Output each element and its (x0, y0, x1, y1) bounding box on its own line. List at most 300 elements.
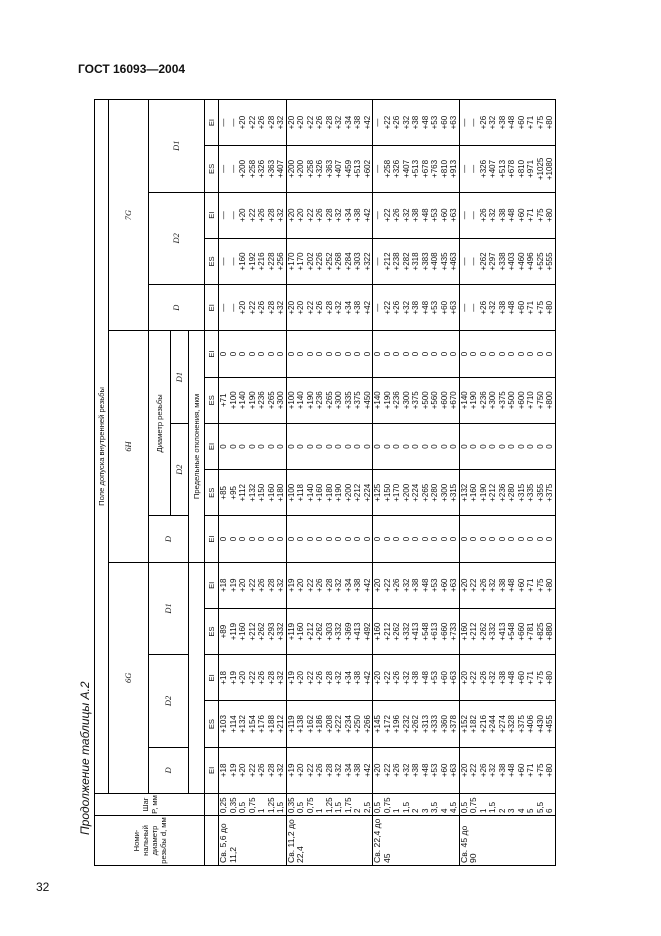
deviation-value: +26 (392, 115, 401, 130)
deviation-value: +212 (382, 622, 392, 641)
deviation-value: 0 (439, 444, 449, 449)
deviation-value: 0 (286, 536, 296, 542)
deviation-value: +258 (305, 159, 315, 178)
deviation-value: +42 (362, 763, 372, 778)
deviation-value: 0 (228, 351, 238, 357)
deviation-cell (286, 562, 373, 608)
ei-label: EI (205, 423, 219, 469)
deviation-value: +176 (257, 715, 266, 734)
deviation-value: +20 (238, 671, 247, 685)
pitch-value: 5 (526, 808, 535, 813)
deviation-value: +38 (353, 671, 362, 685)
deviation-value: +48 (420, 578, 430, 593)
deviation-value: +252 (324, 252, 334, 271)
pitch-value: 0,5 (373, 801, 382, 813)
deviation-value: +38 (497, 763, 507, 778)
deviation-value: +262 (478, 622, 488, 641)
table-body (219, 99, 556, 865)
deviation-value: +303 (324, 622, 334, 641)
pitch-value: 0,75 (247, 797, 257, 813)
deviation-value: +80 (545, 300, 554, 315)
deviation-value: +63 (449, 578, 458, 593)
deviation-value: 0 (362, 444, 372, 449)
deviation-value: +525 (535, 252, 545, 271)
deviation-value: +182 (469, 715, 478, 734)
deviation-value: +335 (343, 391, 353, 410)
deviation-cell (286, 377, 373, 423)
deviation-value: +19 (286, 671, 296, 685)
deviation-value: +48 (420, 763, 430, 778)
deviation-value: — (228, 118, 238, 127)
deviation-value: +28 (324, 671, 334, 685)
deviation-value: +172 (382, 715, 392, 734)
deviation-value: 0 (373, 444, 382, 449)
deviation-value: 0 (420, 536, 430, 542)
deviation-value: +300 (401, 391, 411, 410)
deviation-value: +100 (286, 391, 296, 410)
deviation-value: +38 (497, 300, 507, 315)
deviation-value: +460 (516, 252, 526, 271)
deviation-value: +20 (286, 115, 296, 130)
deviation-cell (219, 331, 287, 377)
deviation-value: 0 (296, 444, 305, 449)
deviation-value: +140 (305, 483, 315, 502)
deviation-value: +38 (353, 763, 362, 778)
deviation-cell (373, 562, 460, 608)
ei-label: EI (205, 516, 219, 562)
deviation-value: +145 (373, 715, 382, 734)
deviation-value: +300 (276, 391, 285, 410)
pitch-value: 1,5 (488, 801, 497, 813)
deviation-value: 0 (488, 536, 497, 542)
deviation-value: +48 (507, 300, 516, 315)
deviation-value: +222 (334, 715, 343, 734)
deviation-value: +435 (439, 252, 449, 271)
deviation-value: +26 (478, 300, 488, 315)
deviation-value: — (459, 118, 469, 127)
deviation-value: 0 (469, 444, 478, 449)
deviation-cell (373, 747, 460, 793)
deviation-value: +212 (276, 715, 285, 734)
deviation-value: 0 (411, 536, 420, 542)
deviation-value: 0 (459, 536, 469, 542)
deviation-value: — (459, 211, 469, 220)
deviation-cell (459, 99, 555, 145)
deviation-value: +48 (420, 115, 430, 130)
deviation-value: +71 (526, 578, 535, 593)
deviation-value: +32 (401, 300, 411, 315)
deviation-cell (219, 192, 287, 238)
deviation-value: +224 (362, 483, 372, 502)
deviation-value: +332 (334, 622, 343, 641)
deviation-value: 0 (411, 351, 420, 357)
deviation-value: +71 (526, 300, 535, 315)
deviation-value: +42 (362, 671, 372, 685)
deviation-value: +810 (439, 159, 449, 178)
deviation-value: +22 (382, 300, 392, 315)
deviation-cell (219, 146, 287, 192)
pitch-list (459, 794, 555, 816)
deviation-value: +38 (497, 208, 507, 222)
deviation-value: +60 (439, 300, 449, 315)
deviation-value: +26 (257, 115, 266, 130)
deviation-value: +19 (286, 578, 296, 593)
deviation-value: +75 (535, 671, 545, 685)
deviation-value: 0 (420, 444, 430, 449)
deviation-value: +825 (535, 622, 545, 641)
deviation-value: +375 (497, 391, 507, 410)
deviation-value: +378 (449, 715, 458, 734)
ei-label: EI (205, 747, 219, 793)
deviation-value: +20 (459, 671, 469, 685)
deviation-value: +22 (382, 115, 392, 130)
deviation-value: +232 (401, 715, 411, 734)
deviation-value: +19 (228, 578, 238, 593)
deviation-cell (373, 701, 460, 747)
class-7g: 7G (109, 99, 149, 331)
deviation-value: +430 (535, 715, 545, 734)
deviation-value: +228 (266, 252, 276, 271)
deviation-value: +22 (469, 671, 478, 685)
deviation-value: +140 (296, 391, 305, 410)
deviation-value: +38 (353, 578, 362, 593)
diameter-range-label: Св. 22,4 до 45 (373, 816, 460, 866)
deviation-value: +100 (228, 391, 238, 410)
deviation-value: +212 (469, 622, 478, 641)
deviation-value: +34 (343, 763, 353, 778)
deviation-cell (286, 192, 373, 238)
deviation-value: +190 (469, 391, 478, 410)
deviation-cell (459, 747, 555, 793)
deviation-value: +280 (430, 483, 439, 502)
deviation-value: +750 (535, 391, 545, 410)
deviation-value: +244 (488, 715, 497, 734)
deviation-value: 0 (469, 536, 478, 542)
deviation-value: +20 (238, 578, 247, 593)
table-row-group (459, 99, 555, 865)
deviation-value: +20 (296, 300, 305, 315)
deviation-value: +238 (392, 252, 401, 271)
deviation-value: +913 (449, 159, 458, 178)
deviation-value: +20 (286, 208, 296, 222)
deviation-value: +200 (238, 159, 247, 178)
deviation-cell (219, 238, 287, 284)
deviation-value: 0 (535, 536, 545, 542)
deviation-value: +63 (449, 671, 458, 685)
pitch-value: 0,35 (286, 797, 296, 813)
deviation-value: 0 (526, 536, 535, 542)
deviation-value: +22 (305, 300, 315, 315)
field-title: Поле допуска внутренней резьбы (95, 99, 109, 793)
deviation-value: +32 (488, 115, 497, 130)
deviation-value: 0 (228, 536, 238, 542)
deviation-value: +63 (449, 763, 458, 778)
deviation-value: 0 (353, 444, 362, 449)
deviation-value: +326 (315, 159, 324, 178)
ei-label: EI (205, 99, 219, 145)
deviation-cell (459, 423, 555, 469)
deviation-value: — (459, 164, 469, 173)
ei-label: EI (205, 655, 219, 701)
deviation-value: +60 (439, 671, 449, 685)
deviation-value: +613 (430, 622, 439, 641)
deviation-value: +28 (266, 763, 276, 778)
deviation-cell (459, 285, 555, 331)
deviation-value: +89 (219, 624, 228, 639)
deviation-value: +132 (247, 483, 257, 502)
deviation-value: +32 (276, 578, 285, 593)
deviation-value: 0 (315, 536, 324, 542)
d1-6h: D1 (171, 331, 189, 424)
deviation-value: +284 (343, 252, 353, 271)
deviation-value: +26 (478, 208, 488, 222)
deviation-value: +32 (401, 671, 411, 685)
deviation-value: +42 (362, 115, 372, 130)
deviation-cell (219, 516, 287, 562)
table-row-group (373, 99, 460, 865)
deviation-value: +781 (526, 622, 535, 641)
deviation-value: 0 (257, 444, 266, 449)
deviation-value: +250 (353, 715, 362, 734)
deviation-value: +32 (401, 763, 411, 778)
deviation-value: — (373, 257, 382, 266)
deviation-cell (286, 146, 373, 192)
deviation-value: +338 (497, 252, 507, 271)
deviation-cell (459, 701, 555, 747)
deviation-value: — (373, 211, 382, 220)
deviation-value: +200 (343, 483, 353, 502)
deviation-value: 0 (373, 351, 382, 357)
deviation-value: +333 (430, 715, 439, 734)
deviation-value: 0 (238, 536, 247, 542)
deviation-value: +326 (257, 159, 266, 178)
ei-label: EI (205, 192, 219, 238)
deviation-cell (286, 608, 373, 654)
deviation-value: +22 (382, 763, 392, 778)
deviation-value: +38 (497, 671, 507, 685)
deviation-cell (459, 608, 555, 654)
deviation-cell (286, 701, 373, 747)
deviation-value: +32 (276, 671, 285, 685)
deviation-value: 0 (324, 351, 334, 357)
pitch-value: 3,5 (430, 801, 439, 813)
deviation-value: 0 (373, 536, 382, 542)
deviation-value: — (219, 303, 228, 312)
deviation-value: +48 (507, 671, 516, 685)
deviation-value: +22 (382, 578, 392, 593)
deviation-value: +160 (469, 483, 478, 502)
deviation-cell (373, 423, 460, 469)
deviation-cell (373, 99, 460, 145)
deviation-value: +262 (478, 252, 488, 271)
diameter-range-label: Св. 11,2 до 22,4 (286, 816, 373, 866)
deviation-value: +262 (411, 715, 420, 734)
deviation-value: +200 (401, 483, 411, 502)
deviation-value: 0 (401, 444, 411, 449)
deviation-value: — (469, 257, 478, 266)
deviation-value: +212 (488, 483, 497, 502)
deviation-value: +660 (516, 622, 526, 641)
deviation-value: 0 (247, 536, 257, 542)
deviation-value: +459 (343, 159, 353, 178)
deviation-value: +363 (266, 159, 276, 178)
deviation-value: +375 (516, 715, 526, 734)
deviation-value: +22 (305, 578, 315, 593)
deviation-value: +38 (411, 208, 420, 222)
deviation-value: 0 (507, 536, 516, 542)
deviation-value: +154 (247, 715, 257, 734)
deviation-value: +500 (420, 391, 430, 410)
deviation-cell (219, 608, 287, 654)
deviation-value: +282 (401, 252, 411, 271)
deviation-cell (459, 192, 555, 238)
document-header: ГОСТ 16093—2004 (78, 62, 186, 76)
pitch-value: 1,25 (266, 797, 276, 813)
deviation-value: 0 (478, 444, 488, 449)
deviation-value: 0 (276, 536, 285, 542)
deviation-value: +20 (286, 300, 296, 315)
diameter-range-label: Св. 45 до 90 (459, 816, 555, 866)
deviation-value: +236 (392, 391, 401, 410)
deviation-value: +355 (535, 483, 545, 502)
deviation-cell (373, 238, 460, 284)
deviation-value: — (228, 211, 238, 220)
col-nominal-header: Номи-нальный диаметр резьбы d, мм (95, 816, 205, 866)
deviation-value: +315 (449, 483, 458, 502)
deviation-value: +32 (488, 763, 497, 778)
pitch-value: 4 (516, 808, 526, 813)
deviation-value: +800 (545, 391, 554, 410)
deviation-value: 0 (296, 536, 305, 542)
deviation-value: +500 (507, 391, 516, 410)
deviation-value: +660 (439, 622, 449, 641)
deviation-value: +32 (488, 671, 497, 685)
deviation-value: +180 (276, 483, 285, 502)
deviation-value: +32 (488, 208, 497, 222)
deviation-value: +192 (247, 252, 257, 271)
deviation-value: +63 (449, 300, 458, 315)
deviation-value: +180 (324, 483, 334, 502)
deviation-value: +375 (545, 483, 554, 502)
deviation-value: — (219, 164, 228, 173)
deviation-value: +75 (535, 763, 545, 778)
deviation-value: +19 (228, 671, 238, 685)
deviation-value: +140 (238, 391, 247, 410)
deviation-value: 0 (420, 351, 430, 357)
deviation-value: +170 (392, 483, 401, 502)
pitch-value: 1,25 (324, 797, 334, 813)
deviation-value: +300 (488, 391, 497, 410)
deviation-value: +34 (343, 671, 353, 685)
deviation-value: +38 (353, 115, 362, 130)
deviation-value: +602 (362, 159, 372, 178)
deviation-value: +810 (516, 159, 526, 178)
deviation-value: 0 (459, 351, 469, 357)
deviation-value: +160 (238, 622, 247, 641)
deviation-cell (286, 285, 373, 331)
deviation-value: 0 (276, 351, 285, 357)
deviation-value: +152 (459, 715, 469, 734)
deviation-value: 0 (276, 444, 285, 449)
pitch-value: 3 (507, 808, 516, 813)
deviation-value: +60 (439, 115, 449, 130)
deviation-cell (459, 562, 555, 608)
deviation-value: 0 (430, 351, 439, 357)
pitch-list (286, 794, 373, 816)
deviation-value: +492 (362, 622, 372, 641)
pitch-value: 2 (411, 808, 420, 813)
deviation-value: — (469, 211, 478, 220)
table-header (95, 99, 219, 865)
deviation-value: +407 (401, 159, 411, 178)
deviation-value: +42 (362, 578, 372, 593)
pitch-value: 0,75 (305, 797, 315, 813)
class-6h: 6H (109, 331, 149, 562)
deviation-cell (373, 655, 460, 701)
deviation-value: +196 (392, 715, 401, 734)
deviation-value: +20 (459, 763, 469, 778)
deviation-value: 0 (516, 351, 526, 357)
deviation-cell (459, 146, 555, 192)
deviation-value: +38 (411, 115, 420, 130)
deviation-value: +60 (516, 578, 526, 593)
es-label: ES (205, 608, 219, 654)
deviation-value: 0 (459, 444, 469, 449)
deviation-value: 0 (266, 351, 276, 357)
diameter-range-label: Св. 5,6 до 11,2 (219, 816, 287, 866)
deviation-value: +20 (296, 208, 305, 222)
deviation-value: — (373, 118, 382, 127)
deviation-cell (219, 747, 287, 793)
deviation-value: +262 (257, 622, 266, 641)
deviation-value: — (459, 257, 469, 266)
deviation-value: +326 (392, 159, 401, 178)
deviation-value: +300 (439, 483, 449, 502)
deviation-value: +202 (305, 252, 315, 271)
deviation-value: +53 (430, 578, 439, 593)
deviation-value: +119 (228, 622, 238, 641)
deviation-value: +375 (411, 391, 420, 410)
deviation-value: +226 (315, 252, 324, 271)
deviation-cell (373, 146, 460, 192)
blank-cell (205, 794, 219, 816)
deviation-value: 0 (266, 536, 276, 542)
deviation-value: 0 (497, 536, 507, 542)
deviation-value: 0 (449, 351, 458, 357)
deviation-value: +513 (411, 159, 420, 178)
deviation-cell (459, 470, 555, 516)
d2-6h: D2 (171, 423, 189, 516)
deviation-value: +190 (305, 391, 315, 410)
deviation-value: +160 (266, 483, 276, 502)
deviation-value: +32 (401, 115, 411, 130)
deviation-value: +160 (373, 622, 382, 641)
deviation-value: +216 (257, 252, 266, 271)
deviation-value: +28 (266, 300, 276, 315)
deviation-value: +513 (353, 159, 362, 178)
deviation-value: +160 (238, 252, 247, 271)
deviation-value: +335 (526, 483, 535, 502)
deviation-value: +71 (526, 208, 535, 222)
deviation-value: 0 (353, 536, 362, 542)
deviation-value: +318 (411, 252, 420, 271)
deviation-value: — (219, 211, 228, 220)
deviation-cell (286, 423, 373, 469)
deviation-value: +20 (238, 208, 247, 222)
blank-cell (205, 816, 219, 866)
deviation-value: +26 (315, 208, 324, 222)
deviation-value: 0 (545, 351, 554, 357)
